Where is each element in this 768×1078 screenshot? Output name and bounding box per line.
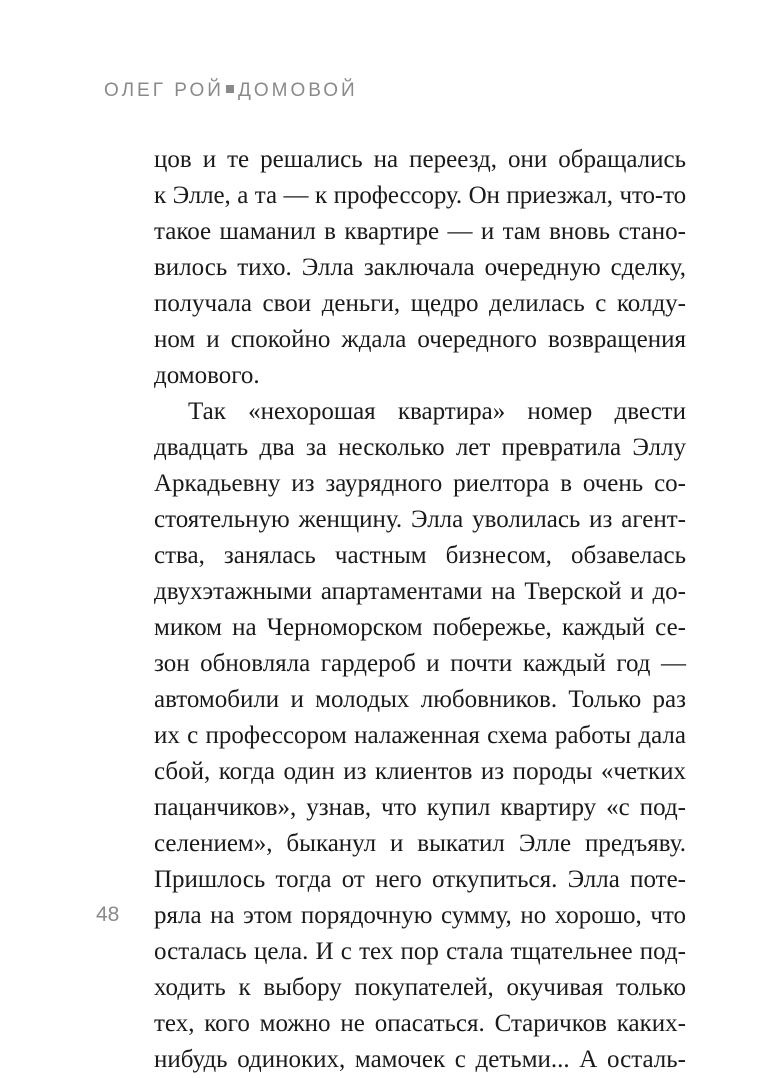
body-text bbox=[154, 142, 686, 1078]
text-line: селением», быканул и выкатил Элле предъяву. bbox=[154, 830, 686, 857]
text-line: получала свои деньги, щедро делилась с колду- bbox=[154, 290, 686, 317]
running-head-author: ОЛЕГ РОЙ bbox=[104, 80, 224, 101]
text-line: ном и спокойно ждала очередного возвращения bbox=[154, 326, 686, 353]
text-line: осталась цела. И с тех пор стала тщательнее под- bbox=[154, 938, 686, 965]
text-line: ряла на этом порядочную сумму, но хорошо, что bbox=[154, 902, 686, 929]
running-head-title: ДОМОВОЙ bbox=[237, 80, 358, 101]
text-line: домового. bbox=[154, 362, 260, 389]
text-line: Так «нехорошая квартира» номер двести bbox=[188, 398, 686, 425]
text-line: стоятельную женщину. Элла уволилась из агент- bbox=[154, 506, 686, 533]
text-line: ства, занялась частным бизнесом, обзавелась bbox=[154, 542, 686, 569]
text-line: зон обновляла гардероб и почти каждый год — bbox=[154, 650, 686, 677]
text-line: пацанчиков», узнав, что купил квартиру «с под- bbox=[154, 794, 686, 821]
text-line: их с профессором налаженная схема работы дала bbox=[154, 722, 686, 749]
text-line: двухэтажными апартаментами на Тверской и до- bbox=[154, 578, 686, 605]
text-line: Пришлось тогда от него откупиться. Элла поте- bbox=[154, 866, 686, 893]
text-line: миком на Черноморском побережье, каждый се- bbox=[154, 614, 686, 641]
running-head bbox=[104, 80, 358, 102]
page-number: 48 bbox=[96, 903, 120, 926]
text-line: автомобили и молодых любовников. Только раз bbox=[154, 686, 686, 713]
text-line: сбой, когда один из клиентов из породы «четких bbox=[154, 758, 686, 785]
text-line: такое шаманил в квартире — и там вновь стано- bbox=[154, 218, 686, 245]
text-line: нибудь одиноких, мамочек с детьми... А осталь- bbox=[154, 1046, 686, 1073]
separator-square-icon bbox=[226, 85, 234, 93]
text-line: к Элле, а та — к профессору. Он приезжал, что-то bbox=[154, 182, 686, 209]
text-line: Аркадьевну из заурядного риелтора в очень со- bbox=[154, 470, 686, 497]
text-line: ходить к выбору покупателей, окучивая только bbox=[154, 974, 686, 1001]
text-line: двадцать два за несколько лет превратила Эллу bbox=[154, 434, 686, 461]
text-line: вилось тихо. Элла заключала очередную сделку, bbox=[154, 254, 686, 281]
text-line: тех, кого можно не опасаться. Старичков каких- bbox=[154, 1010, 686, 1037]
text-line: цов и те решались на переезд, они обращались bbox=[154, 146, 686, 173]
